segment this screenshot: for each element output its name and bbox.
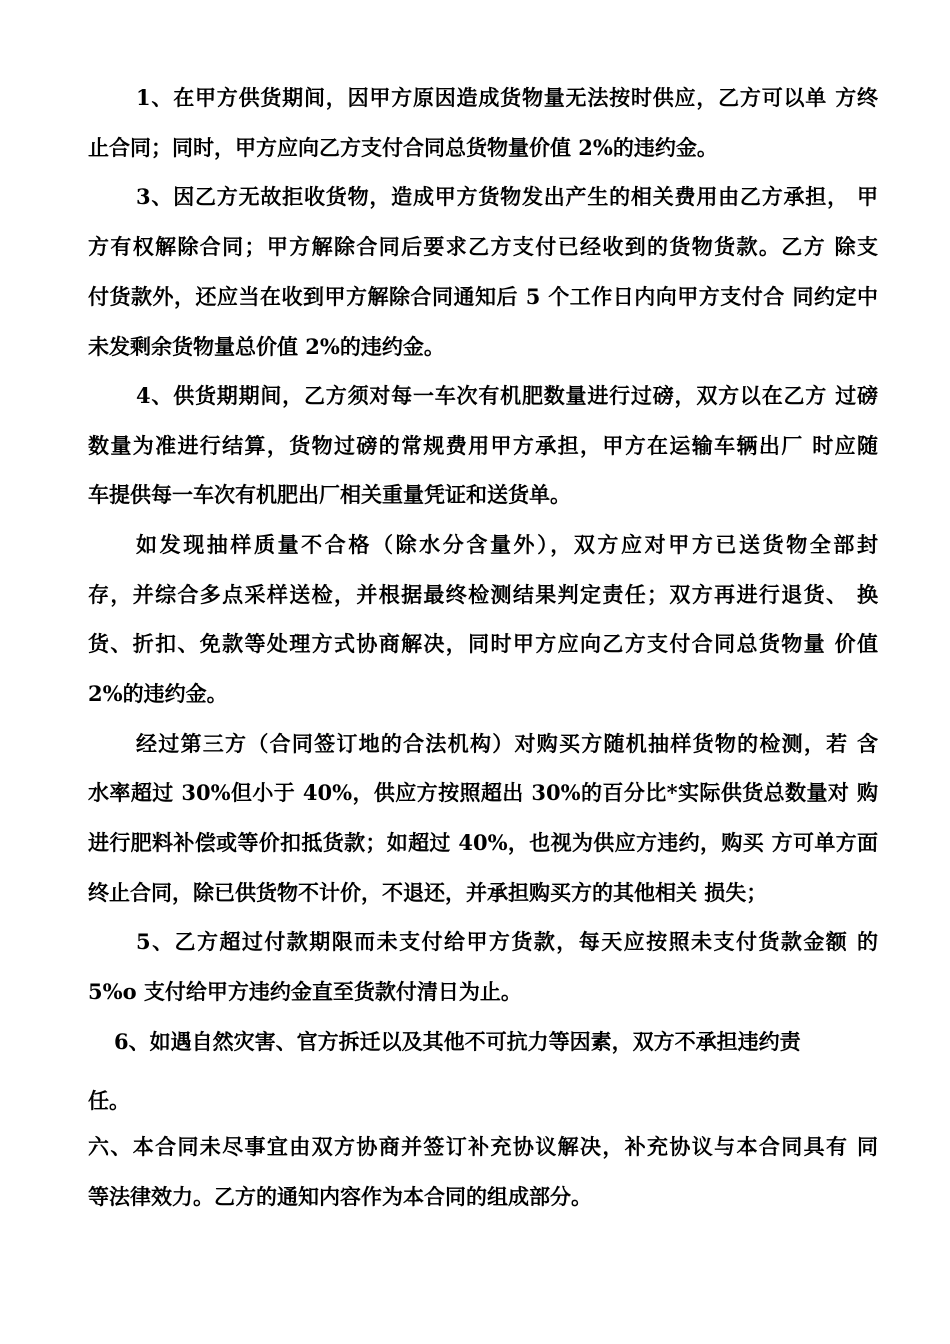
text-line: 4、供货期期间，乙方须对每一车次有机肥数量进行过磅，双方以在乙方 过磅 (136, 383, 878, 408)
text-line: 2%的违约金。 (88, 681, 228, 706)
text-line: 6、如遇自然灾害、官方拆迁以及其他不可抗力等因素，双方不承担违约责 (114, 1029, 801, 1054)
text-line: 经过第三方（合同签订地的合法机构）对购买方随机抽样货物的检测，若 含 (136, 731, 878, 756)
text-line: 进行肥料补偿或等价扣抵货款；如超过 40%，也视为供应方违约，购买 方可单方面 (88, 830, 878, 855)
text-line: 如发现抽样质量不合格（除水分含量外），双方应对甲方已送货物全部封 (136, 532, 878, 557)
text-line: 数量为准进行结算，货物过磅的常规费用甲方承担，甲方在运输车辆出厂 时应随 (88, 433, 878, 458)
text-line: 六、本合同未尽事宜由双方协商并签订补充协议解决，补充协议与本合同具有 同 (88, 1134, 878, 1159)
text-line: 5%o 支付给甲方违约金直至货款付清日为止。 (88, 979, 522, 1004)
text-line: 存，并综合多点采样送检，并根据最终检测结果判定责任；双方再进行退货、 换 (88, 582, 878, 607)
text-line: 车提供每一车次有机肥出厂相关重量凭证和送货单。 (88, 482, 571, 507)
text-line: 水率超过 30%但小于 40%，供应方按照超出 30%的百分比*实际供货总数量对 购 (88, 780, 878, 805)
text-line: 3、因乙方无故拒收货物，造成甲方货物发出产生的相关费用由乙方承担， 甲 (136, 184, 878, 209)
text-line: 未发剩余货物量总价值 2%的违约金。 (88, 334, 445, 359)
text-line: 方有权解除合同；甲方解除合同后要求乙方支付已经收到的货物货款。乙方 除支 (88, 234, 878, 259)
text-line: 等法律效力。乙方的通知内容作为本合同的组成部分。 (88, 1184, 592, 1209)
text-line: 止合同；同时，甲方应向乙方支付合同总货物量价值 2%的违约金。 (88, 135, 718, 160)
text-line: 终止合同，除已供货物不计价，不退还，并承担购买方的其他相关 损失； (88, 880, 768, 905)
text-line: 货、折扣、免款等处理方式协商解决，同时甲方应向乙方支付合同总货物量 价值 (88, 631, 878, 656)
text-line: 5、乙方超过付款期限而未支付给甲方货款，每天应按照未支付货款金额 的 (136, 929, 878, 954)
text-line: 付货款外，还应当在收到甲方解除合同通知后 5 个工作日内向甲方支付合 同约定中 (88, 284, 878, 309)
text-line: 任。 (88, 1088, 130, 1113)
text-line: 1、在甲方供货期间，因甲方原因造成货物量无法按时供应，乙方可以单 方终 (136, 85, 878, 110)
